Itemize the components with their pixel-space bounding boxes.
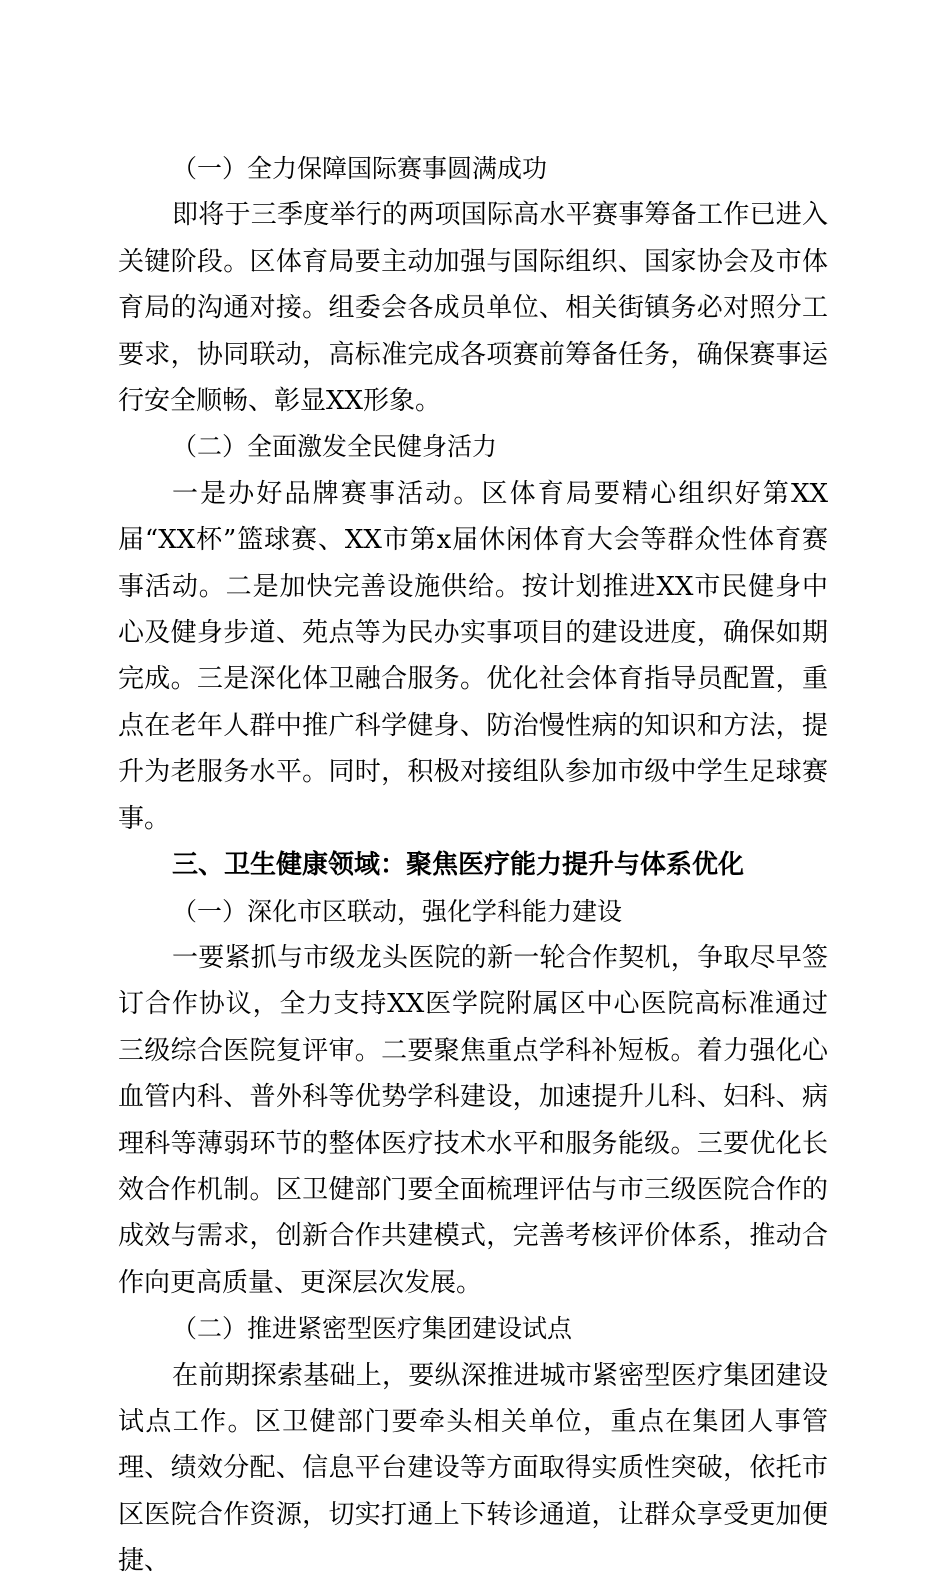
paragraph-discipline-building: 一要紧抓与市级龙头医院的新一轮合作契机，争取尽早签订合作协议，全力支持XX医学院附属区中心医院高标准通过三级综合医院复评审。二要聚焦重点学科补短板。着力强化心血管内科、普外科等优势学科建设，加速提升儿科、妇科、病理科等薄弱环节的整体医疗技术水平和服务能级。三要优化长效合作机制。区卫健部门要全面梳理评估与市三级医院合作的成效与需求，创新合作共建模式，完善考核评价体系，推动合作向更高质量、更深层次发展。 [118,942,828,1298]
paragraph-national-fitness: 一是办好品牌赛事活动。区体育局要精心组织好第XX届“XX杯”篮球赛、XX市第x届休闲体育大会等群众性体育赛事活动。二是加快完善设施供给。按计划推进XX市民健身中心及健身步道、苑点等为民办实事项目的建设进度，确保如期完成。三是深化体卫融合服务。优化社会体育指导员配置，重点在老年人群中推广科学健身、防治慢性病的知识和方法，提升为老服务水平。同时，积极对接组队参加市级中学生足球赛事。 [118,478,828,834]
subsection-heading-international-events: （一）全力保障国际赛事圆满成功 [172,154,548,183]
document-page [118,146,828,1585]
subsection-heading-national-fitness: （二）全面激发全民健身活力 [172,432,498,462]
paragraph-international-events: 即将于三季度举行的两项国际高水平赛事筹备工作已进入关键阶段。区体育局要主动加强与国际组织、国家协会及市体育局的沟通对接。组委会各成员单位、相关街镇务必对照分工要求，协同联动，高标准完成各项赛前筹备任务，确保赛事运行安全顺畅、彰显XX形象。 [118,200,828,417]
subsection-heading-medical-group: （二）推进紧密型医疗集团建设试点 [172,1314,573,1344]
paragraph-medical-group: 在前期探索基础上，要纵深推进城市紧密型医疗集团建设试点工作。区卫健部门要牵头相关单位，重点在集团人事管理、绩效分配、信息平台建设等方面取得实质性突破，依托市区医院合作资源，切实打通上下转诊通道，让群众享受更加便捷、 [118,1360,828,1577]
subsection-heading-discipline-building: （一）深化市区联动，强化学科能力建设 [172,896,623,926]
section-heading-health: 三、卫生健康领域：聚焦医疗能力提升与体系优化 [172,850,745,881]
